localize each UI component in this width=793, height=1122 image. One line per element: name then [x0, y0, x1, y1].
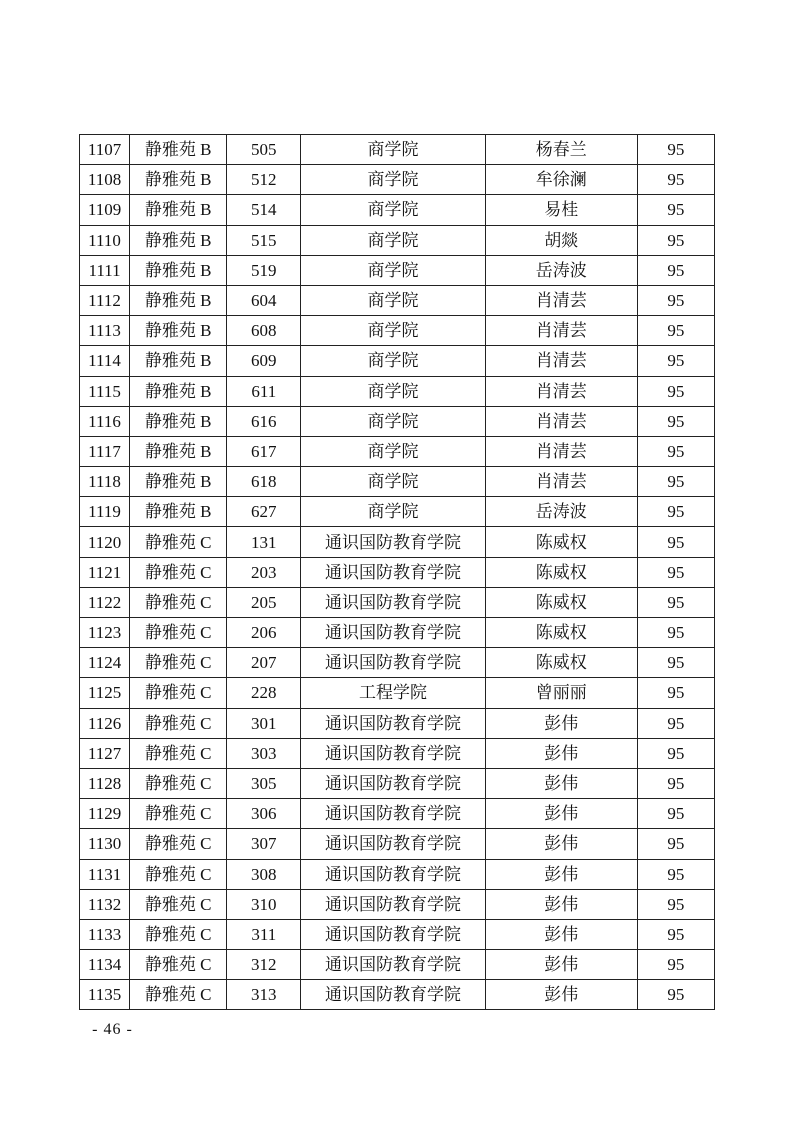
person-name-cell: 彭伟	[485, 708, 637, 738]
room-cell: 609	[227, 346, 301, 376]
row-number-cell: 1113	[80, 316, 130, 346]
score-cell: 95	[637, 255, 714, 285]
building-cell: 静雅苑 C	[130, 738, 227, 768]
row-number-cell: 1127	[80, 738, 130, 768]
person-name-cell: 易桂	[485, 195, 637, 225]
person-name-cell: 陈威权	[485, 557, 637, 587]
building-cell: 静雅苑 C	[130, 829, 227, 859]
college-cell: 商学院	[301, 376, 485, 406]
building-cell: 静雅苑 C	[130, 557, 227, 587]
building-cell: 静雅苑 B	[130, 285, 227, 315]
row-number-cell: 1134	[80, 950, 130, 980]
dormitory-score-table	[79, 134, 715, 1010]
score-cell: 95	[637, 346, 714, 376]
college-cell: 商学院	[301, 346, 485, 376]
college-cell: 通识国防教育学院	[301, 618, 485, 648]
college-cell: 通识国防教育学院	[301, 859, 485, 889]
person-name-cell: 杨春兰	[485, 135, 637, 165]
room-cell: 311	[227, 919, 301, 949]
table-row	[80, 738, 715, 768]
building-cell: 静雅苑 B	[130, 346, 227, 376]
building-cell: 静雅苑 C	[130, 678, 227, 708]
score-cell: 95	[637, 738, 714, 768]
room-cell: 519	[227, 255, 301, 285]
score-cell: 95	[637, 557, 714, 587]
score-cell: 95	[637, 316, 714, 346]
building-cell: 静雅苑 C	[130, 648, 227, 678]
table-row	[80, 859, 715, 889]
building-cell: 静雅苑 C	[130, 618, 227, 648]
row-number-cell: 1108	[80, 165, 130, 195]
table-row	[80, 376, 715, 406]
person-name-cell: 陈威权	[485, 618, 637, 648]
college-cell: 商学院	[301, 255, 485, 285]
college-cell: 通识国防教育学院	[301, 980, 485, 1010]
score-cell: 95	[637, 859, 714, 889]
score-cell: 95	[637, 406, 714, 436]
building-cell: 静雅苑 C	[130, 527, 227, 557]
college-cell: 商学院	[301, 316, 485, 346]
building-cell: 静雅苑 B	[130, 497, 227, 527]
room-cell: 617	[227, 436, 301, 466]
person-name-cell: 肖清芸	[485, 406, 637, 436]
college-cell: 通识国防教育学院	[301, 919, 485, 949]
college-cell: 商学院	[301, 436, 485, 466]
score-cell: 95	[637, 829, 714, 859]
college-cell: 通识国防教育学院	[301, 768, 485, 798]
building-cell: 静雅苑 C	[130, 768, 227, 798]
page-number: - 46 -	[92, 1021, 133, 1038]
row-number-cell: 1133	[80, 919, 130, 949]
row-number-cell: 1119	[80, 497, 130, 527]
row-number-cell: 1124	[80, 648, 130, 678]
table-row	[80, 889, 715, 919]
room-cell: 618	[227, 467, 301, 497]
row-number-cell: 1130	[80, 829, 130, 859]
college-cell: 通识国防教育学院	[301, 738, 485, 768]
person-name-cell: 肖清芸	[485, 376, 637, 406]
table-row	[80, 587, 715, 617]
score-cell: 95	[637, 708, 714, 738]
room-cell: 611	[227, 376, 301, 406]
score-cell: 95	[637, 135, 714, 165]
room-cell: 306	[227, 799, 301, 829]
score-cell: 95	[637, 678, 714, 708]
table-row	[80, 285, 715, 315]
person-name-cell: 彭伟	[485, 919, 637, 949]
room-cell: 307	[227, 829, 301, 859]
college-cell: 商学院	[301, 467, 485, 497]
college-cell: 通识国防教育学院	[301, 829, 485, 859]
person-name-cell: 岳涛波	[485, 497, 637, 527]
room-cell: 303	[227, 738, 301, 768]
college-cell: 商学院	[301, 406, 485, 436]
building-cell: 静雅苑 B	[130, 135, 227, 165]
row-number-cell: 1114	[80, 346, 130, 376]
college-cell: 商学院	[301, 195, 485, 225]
building-cell: 静雅苑 B	[130, 195, 227, 225]
room-cell: 205	[227, 587, 301, 617]
room-cell: 305	[227, 768, 301, 798]
row-number-cell: 1135	[80, 980, 130, 1010]
building-cell: 静雅苑 B	[130, 436, 227, 466]
college-cell: 商学院	[301, 497, 485, 527]
table-row	[80, 980, 715, 1010]
room-cell: 207	[227, 648, 301, 678]
person-name-cell: 彭伟	[485, 738, 637, 768]
score-cell: 95	[637, 919, 714, 949]
person-name-cell: 彭伟	[485, 980, 637, 1010]
building-cell: 静雅苑 C	[130, 919, 227, 949]
score-cell: 95	[637, 467, 714, 497]
building-cell: 静雅苑 C	[130, 587, 227, 617]
row-number-cell: 1132	[80, 889, 130, 919]
person-name-cell: 肖清芸	[485, 467, 637, 497]
room-cell: 608	[227, 316, 301, 346]
score-cell: 95	[637, 648, 714, 678]
row-number-cell: 1125	[80, 678, 130, 708]
room-cell: 627	[227, 497, 301, 527]
building-cell: 静雅苑 C	[130, 859, 227, 889]
person-name-cell: 彭伟	[485, 950, 637, 980]
college-cell: 通识国防教育学院	[301, 799, 485, 829]
table-body	[80, 135, 715, 1010]
row-number-cell: 1121	[80, 557, 130, 587]
table-row	[80, 225, 715, 255]
score-cell: 95	[637, 527, 714, 557]
score-cell: 95	[637, 980, 714, 1010]
row-number-cell: 1131	[80, 859, 130, 889]
row-number-cell: 1116	[80, 406, 130, 436]
person-name-cell: 彭伟	[485, 889, 637, 919]
person-name-cell: 肖清芸	[485, 346, 637, 376]
score-cell: 95	[637, 376, 714, 406]
person-name-cell: 彭伟	[485, 859, 637, 889]
person-name-cell: 陈威权	[485, 648, 637, 678]
person-name-cell: 陈威权	[485, 527, 637, 557]
building-cell: 静雅苑 B	[130, 406, 227, 436]
room-cell: 313	[227, 980, 301, 1010]
person-name-cell: 彭伟	[485, 799, 637, 829]
room-cell: 604	[227, 285, 301, 315]
table-row	[80, 406, 715, 436]
college-cell: 商学院	[301, 225, 485, 255]
row-number-cell: 1117	[80, 436, 130, 466]
row-number-cell: 1118	[80, 467, 130, 497]
table-row	[80, 165, 715, 195]
table-row	[80, 346, 715, 376]
row-number-cell: 1128	[80, 768, 130, 798]
score-cell: 95	[637, 285, 714, 315]
score-cell: 95	[637, 165, 714, 195]
row-number-cell: 1122	[80, 587, 130, 617]
table-row	[80, 648, 715, 678]
room-cell: 616	[227, 406, 301, 436]
table-row	[80, 557, 715, 587]
score-cell: 95	[637, 618, 714, 648]
college-cell: 通识国防教育学院	[301, 950, 485, 980]
table-row	[80, 255, 715, 285]
table-row	[80, 950, 715, 980]
person-name-cell: 肖清芸	[485, 316, 637, 346]
building-cell: 静雅苑 C	[130, 708, 227, 738]
building-cell: 静雅苑 B	[130, 165, 227, 195]
building-cell: 静雅苑 C	[130, 799, 227, 829]
table-row	[80, 919, 715, 949]
room-cell: 228	[227, 678, 301, 708]
score-cell: 95	[637, 950, 714, 980]
building-cell: 静雅苑 B	[130, 255, 227, 285]
college-cell: 通识国防教育学院	[301, 889, 485, 919]
table-row	[80, 467, 715, 497]
person-name-cell: 彭伟	[485, 768, 637, 798]
room-cell: 505	[227, 135, 301, 165]
person-name-cell: 肖清芸	[485, 285, 637, 315]
college-cell: 通识国防教育学院	[301, 557, 485, 587]
row-number-cell: 1111	[80, 255, 130, 285]
table-row	[80, 678, 715, 708]
person-name-cell: 陈威权	[485, 587, 637, 617]
college-cell: 通识国防教育学院	[301, 708, 485, 738]
row-number-cell: 1115	[80, 376, 130, 406]
room-cell: 512	[227, 165, 301, 195]
building-cell: 静雅苑 B	[130, 225, 227, 255]
row-number-cell: 1107	[80, 135, 130, 165]
row-number-cell: 1109	[80, 195, 130, 225]
row-number-cell: 1123	[80, 618, 130, 648]
room-cell: 301	[227, 708, 301, 738]
college-cell: 通识国防教育学院	[301, 648, 485, 678]
building-cell: 静雅苑 B	[130, 376, 227, 406]
score-cell: 95	[637, 436, 714, 466]
building-cell: 静雅苑 C	[130, 889, 227, 919]
row-number-cell: 1126	[80, 708, 130, 738]
room-cell: 310	[227, 889, 301, 919]
college-cell: 商学院	[301, 135, 485, 165]
person-name-cell: 牟徐澜	[485, 165, 637, 195]
table-row	[80, 618, 715, 648]
table-row	[80, 527, 715, 557]
table-row	[80, 768, 715, 798]
building-cell: 静雅苑 B	[130, 467, 227, 497]
score-cell: 95	[637, 225, 714, 255]
room-cell: 131	[227, 527, 301, 557]
room-cell: 203	[227, 557, 301, 587]
row-number-cell: 1110	[80, 225, 130, 255]
room-cell: 308	[227, 859, 301, 889]
score-cell: 95	[637, 587, 714, 617]
table-row	[80, 829, 715, 859]
row-number-cell: 1120	[80, 527, 130, 557]
table-row	[80, 497, 715, 527]
table-row	[80, 195, 715, 225]
score-cell: 95	[637, 497, 714, 527]
building-cell: 静雅苑 B	[130, 316, 227, 346]
room-cell: 206	[227, 618, 301, 648]
table-row	[80, 436, 715, 466]
score-cell: 95	[637, 195, 714, 225]
score-cell: 95	[637, 768, 714, 798]
person-name-cell: 肖清芸	[485, 436, 637, 466]
person-name-cell: 彭伟	[485, 829, 637, 859]
table-row	[80, 316, 715, 346]
building-cell: 静雅苑 C	[130, 950, 227, 980]
person-name-cell: 曾丽丽	[485, 678, 637, 708]
building-cell: 静雅苑 C	[130, 980, 227, 1010]
college-cell: 工程学院	[301, 678, 485, 708]
room-cell: 312	[227, 950, 301, 980]
college-cell: 通识国防教育学院	[301, 527, 485, 557]
score-cell: 95	[637, 889, 714, 919]
row-number-cell: 1129	[80, 799, 130, 829]
college-cell: 商学院	[301, 165, 485, 195]
room-cell: 514	[227, 195, 301, 225]
table-row	[80, 708, 715, 738]
room-cell: 515	[227, 225, 301, 255]
person-name-cell: 岳涛波	[485, 255, 637, 285]
table-row	[80, 799, 715, 829]
person-name-cell: 胡燚	[485, 225, 637, 255]
college-cell: 通识国防教育学院	[301, 587, 485, 617]
row-number-cell: 1112	[80, 285, 130, 315]
score-cell: 95	[637, 799, 714, 829]
college-cell: 商学院	[301, 285, 485, 315]
table-row	[80, 135, 715, 165]
